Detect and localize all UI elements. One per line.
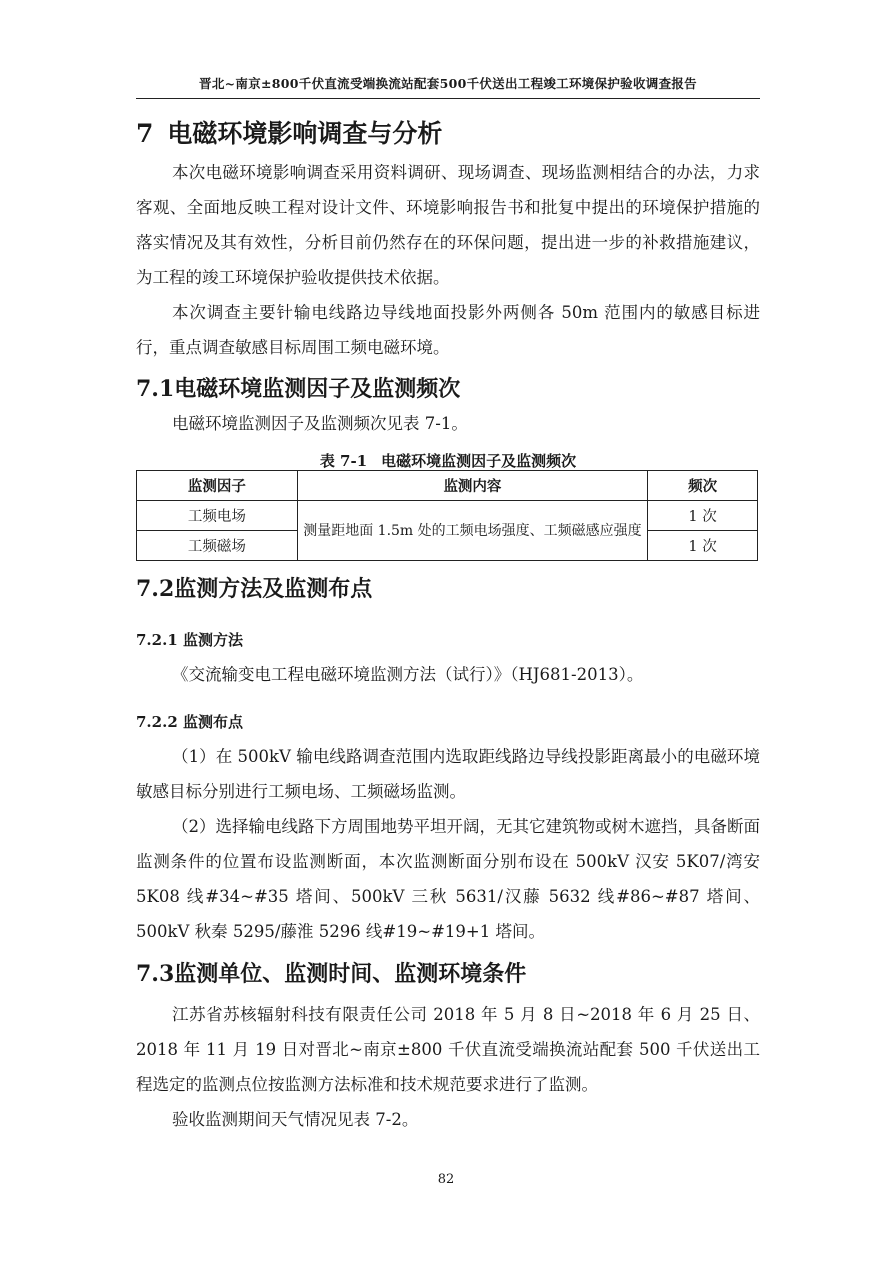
section-7-2-2-paragraph-2: （2）选择输电线路下方周围地势平坦开阔，无其它建筑物或树木遮挡，具备断面监测条件的位置布设监测断面，本次监测断面分别布设在 500kV 汉安 5K07/湾安 5K08 线#34~#35 塔间、500kV 三秋 5631/汉藤 5632 线#86~#87 塔间、500kV 秋秦 5295/藤淮 5296 线#19~#19+1 塔间。 — [136, 817, 760, 941]
section-7-2-1-heading: 7.2.1 监测方法 — [136, 631, 243, 649]
section-7-2-2-heading: 7.2.2 监测布点 — [136, 713, 243, 731]
chapter-heading — [136, 114, 442, 150]
section-7-3-paragraph-1: 江苏省苏核辐射科技有限责任公司 2018 年 5 月 8 日~2018 年 6 月 25 日、2018 年 11 月 19 日对晋北~南京±800 千伏直流受端换流站配套 500 千伏送出工程选定的监测点位按监测方法标准和技术规范要求进行了监测。 — [136, 1005, 760, 1094]
chapter-number: 7 — [136, 119, 154, 148]
table-7-1 — [136, 470, 758, 561]
section-7-2-heading: 7.2监测方法及监测布点 — [136, 576, 373, 602]
page-number: 82 — [437, 1172, 455, 1187]
table-caption-number: 表 7-1 — [319, 452, 368, 470]
table-row — [137, 501, 758, 531]
factor-cell: 工频电场 — [137, 501, 298, 531]
section-7-3-paragraph-2: 验收监测期间天气情况见表 7-2。 — [172, 1110, 419, 1129]
table-header-cell: 频次 — [648, 471, 758, 501]
section-7-2-2-paragraph-1: （1）在 500kV 输电线路调查范围内选取距线路边导线投影距离最小的电磁环境敏感目标分别进行工频电场、工频磁场监测。 — [136, 747, 760, 801]
running-header: 晋北~南京±800千伏直流受端换流站配套500千伏送出工程竣工环境保护验收调查报告 — [199, 76, 697, 91]
content-cell: 测量距地面 1.5m 处的工频电场强度、工频磁感应强度 — [297, 501, 647, 561]
section-7-1-heading: 7.1电磁环境监测因子及监测频次 — [136, 376, 461, 402]
frequency-cell: 1 次 — [648, 531, 758, 561]
table-caption-title: 电磁环境监测因子及监测频次 — [381, 452, 577, 470]
table-7-1-caption — [136, 450, 760, 471]
header-rule — [136, 98, 760, 99]
table-header-cell: 监测内容 — [297, 471, 647, 501]
chapter-title: 电磁环境影响调查与分析 — [167, 119, 443, 148]
section-7-3-heading: 7.3监测单位、监测时间、监测环境条件 — [136, 961, 527, 987]
frequency-cell: 1 次 — [648, 501, 758, 531]
section-7-1-paragraph: 电磁环境监测因子及监测频次见表 7-1。 — [172, 414, 468, 433]
section-7-2-1-paragraph: 《交流输变电工程电磁环境监测方法（试行）》（HJ681-2013）。 — [172, 665, 644, 684]
intro-paragraph-1: 本次电磁环境影响调查采用资料调研、现场调查、现场监测相结合的办法，力求客观、全面地反映工程对设计文件、环境影响报告书和批复中提出的环境保护措施的落实情况及其有效性，分析目前仍然存在的环保问题，提出进一步的补救措施建议，为工程的竣工环境保护验收提供技术依据。 — [136, 163, 760, 287]
intro-paragraph-2: 本次调查主要针输电线路边导线地面投影外两侧各 50m 范围内的敏感目标进行，重点调查敏感目标周围工频电磁环境。 — [136, 303, 760, 357]
table-header-cell: 监测因子 — [137, 471, 298, 501]
factor-cell: 工频磁场 — [137, 531, 298, 561]
table-header-row — [137, 471, 758, 501]
